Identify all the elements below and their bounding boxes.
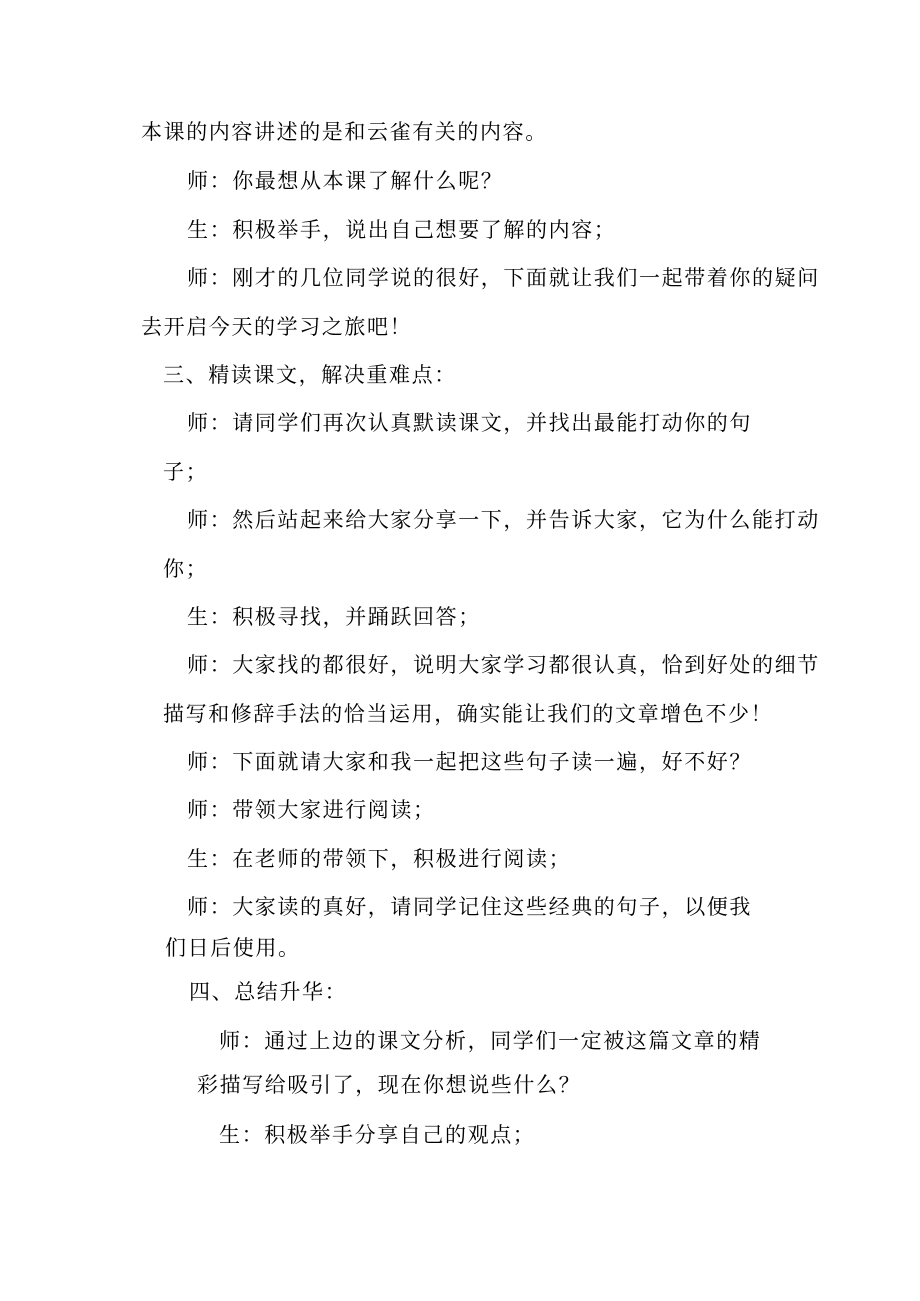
text-line: 师：你最想从本课了解什么呢？ [187,169,504,193]
text-line: 子； [163,460,209,484]
text-line: 师：请同学们再次认真默读课文，并找出最能打动你的句 [187,411,752,435]
text-line: 们日后使用。 [165,936,301,960]
text-line: 师：刚才的几位同学说的很好，下面就让我们一起带着你的疑问 [187,266,820,290]
text-line: 你； [163,557,209,581]
text-line: 生：在老师的带领下，积极进行阅读； [187,847,572,871]
section-heading: 四、总结升华： [189,980,348,1004]
text-line: 生：积极举手分享自己的观点； [219,1123,536,1147]
text-line: 师：通过上边的课文分析，同学们一定被这篇文章的精 [219,1029,762,1053]
text-line: 师：带领大家进行阅读； [187,798,436,822]
text-line: 描写和修辞手法的恰当运用，确实能让我们的文章增色不少！ [163,702,774,726]
text-line: 师：大家读的真好，请同学记住这些经典的句子，以便我 [187,895,752,919]
text-line: 师：然后站起来给大家分享一下，并告诉大家，它为什么能打动 [187,508,820,532]
text-line: 师：大家找的都很好，说明大家学习都很认真，恰到好处的细节 [187,653,820,677]
section-heading: 三、精读课文，解决重难点： [163,363,457,387]
text-line: 彩描写给吸引了，现在你想说些什么？ [197,1073,582,1097]
text-line: 生：积极举手，说出自己想要了解的内容； [187,218,617,242]
text-line: 去开启今天的学习之旅吧！ [141,315,413,339]
text-line: 师：下面就请大家和我一起把这些句子读一遍，好不好？ [187,750,752,774]
text-line: 本课的内容讲述的是和云雀有关的内容。 [141,120,548,144]
text-line: 生：积极寻找，并踊跃回答； [187,605,481,629]
